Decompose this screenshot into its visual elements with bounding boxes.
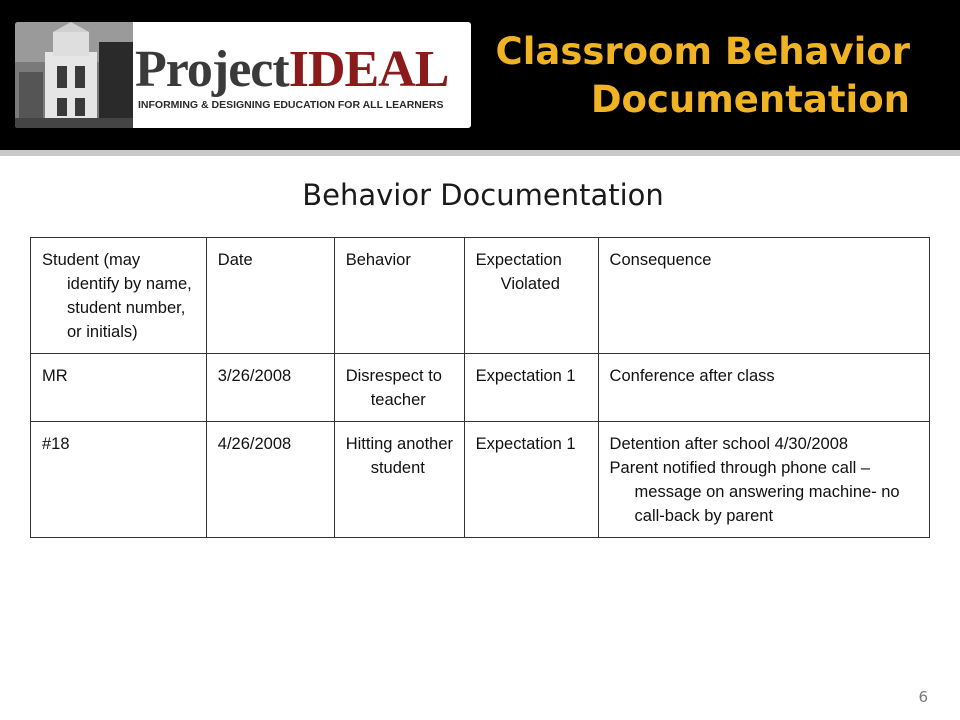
- header-bar: [0, 0, 960, 150]
- cell-consequence: [598, 354, 929, 422]
- header-consequence: Consequence: [598, 238, 929, 354]
- header-student: Student (may identify by name, student number, or initials): [31, 238, 207, 354]
- header-expectation: Expectation Violated: [464, 238, 598, 354]
- logo-wordmark: [135, 42, 448, 98]
- slide-title: [496, 28, 910, 124]
- building-tower-icon: [15, 22, 133, 128]
- cell-behavior: Disrespect to teacher: [334, 354, 464, 422]
- header-behavior: Behavior: [334, 238, 464, 354]
- logo-tagline: INFORMING & DESIGNING EDUCATION FOR ALL LEARNERS: [138, 99, 444, 111]
- table-title: Behavior Documentation: [302, 178, 664, 212]
- consequence-line: Conference after class: [609, 367, 775, 385]
- table-header-row: [31, 238, 930, 354]
- logo-project-text: Project: [135, 41, 289, 98]
- project-ideal-logo: [15, 22, 471, 128]
- cell-expectation: Expectation 1: [464, 354, 598, 422]
- page-number: 6: [918, 688, 928, 706]
- consequence-line: Detention after school 4/30/2008: [609, 435, 849, 453]
- cell-behavior: Hitting another student: [334, 422, 464, 538]
- table-row: [31, 422, 930, 538]
- cell-consequence: [598, 422, 929, 538]
- cell-expectation: Expectation 1: [464, 422, 598, 538]
- cell-date: 4/26/2008: [206, 422, 334, 538]
- cell-date: 3/26/2008: [206, 354, 334, 422]
- table-row: [31, 354, 930, 422]
- consequence-line: Parent notified through phone call – message on answering machine- no call-back by parent: [609, 459, 900, 525]
- cell-student: #18: [31, 422, 207, 538]
- header-divider: [0, 150, 960, 156]
- logo-ideal-text: IDEAL: [288, 41, 449, 98]
- cell-student: MR: [31, 354, 207, 422]
- behavior-table: [30, 237, 930, 538]
- header-date: Date: [206, 238, 334, 354]
- slide-title-line-2: Documentation: [590, 78, 910, 121]
- slide-title-line-1: Classroom Behavior: [495, 30, 910, 73]
